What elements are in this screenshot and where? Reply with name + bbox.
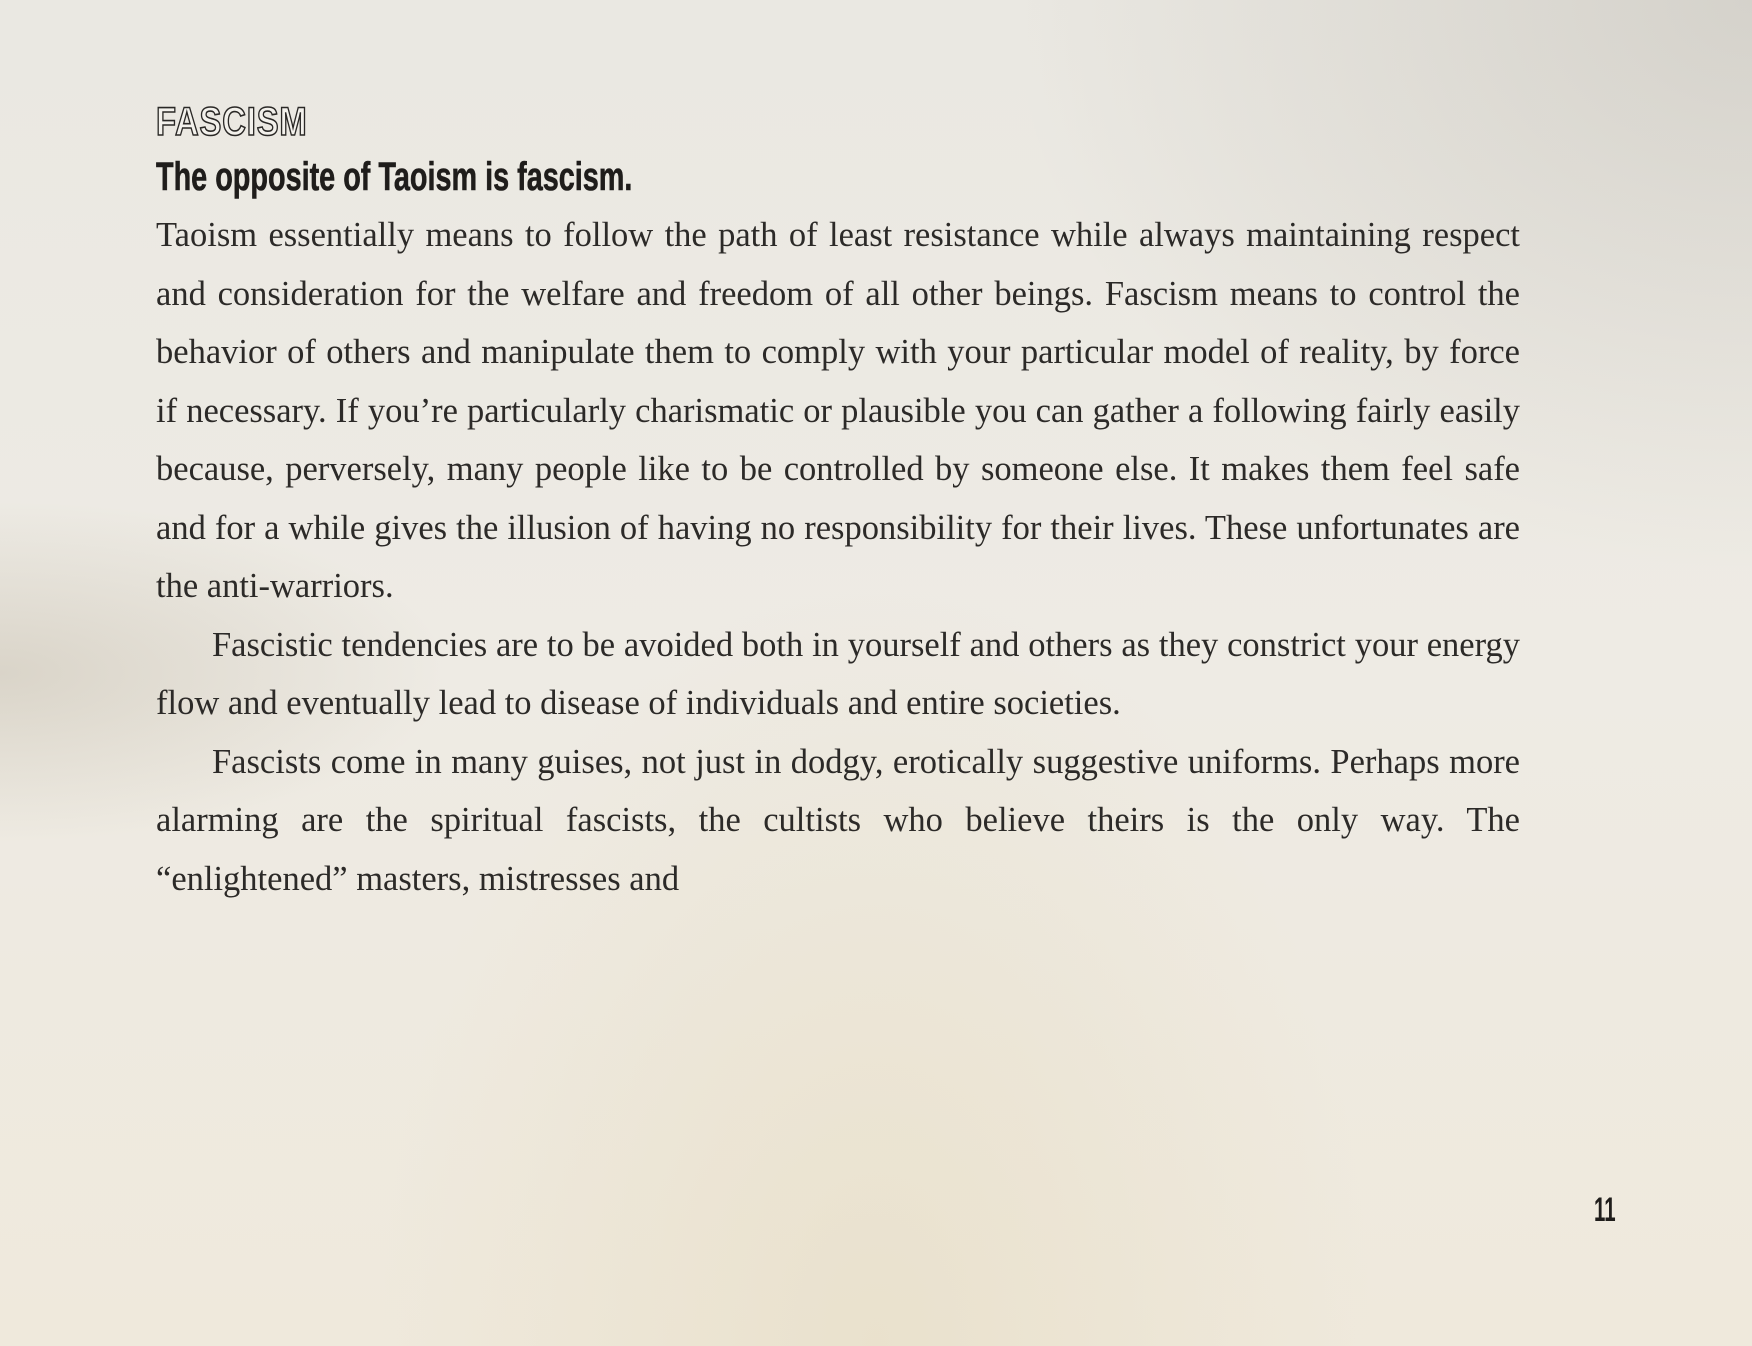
section-title: FASCISM [156,100,308,144]
page-content [156,92,1520,908]
paragraph-2: Fascistic tendencies are to be avoided both in yourself and others as they constrict your energy flow and eventually lead to disease of individuals and entire societies. [156,625,1520,722]
paragraph-3: Fascists come in many guises, not just in dodgy, erotically suggestive uniforms. Perhaps more alarming are the spiritual fascists, the cultists who believe theirs is the only way. The “enlightened” masters, mistresses and [156,742,1520,898]
paragraph-1: Taoism essentially means to follow the path of least resistance while always maintaining respect and consideration for the welfare and freedom of all other beings. Fascism means to control the behavior of others and manipulate them to comply with your particular model of reality, by force if necessary. If you’re particularly charismatic or plausible you can gather a following fairly easily because, perversely, many people like to be controlled by someone else. It makes them feel safe and for a while gives the illusion of having no responsibility for their lives. These unfortunates are the anti-warriors. [156,216,1520,605]
section-subtitle: The opposite of Taoism is fascism. [156,155,633,199]
page-number: 11 [1594,1191,1616,1229]
